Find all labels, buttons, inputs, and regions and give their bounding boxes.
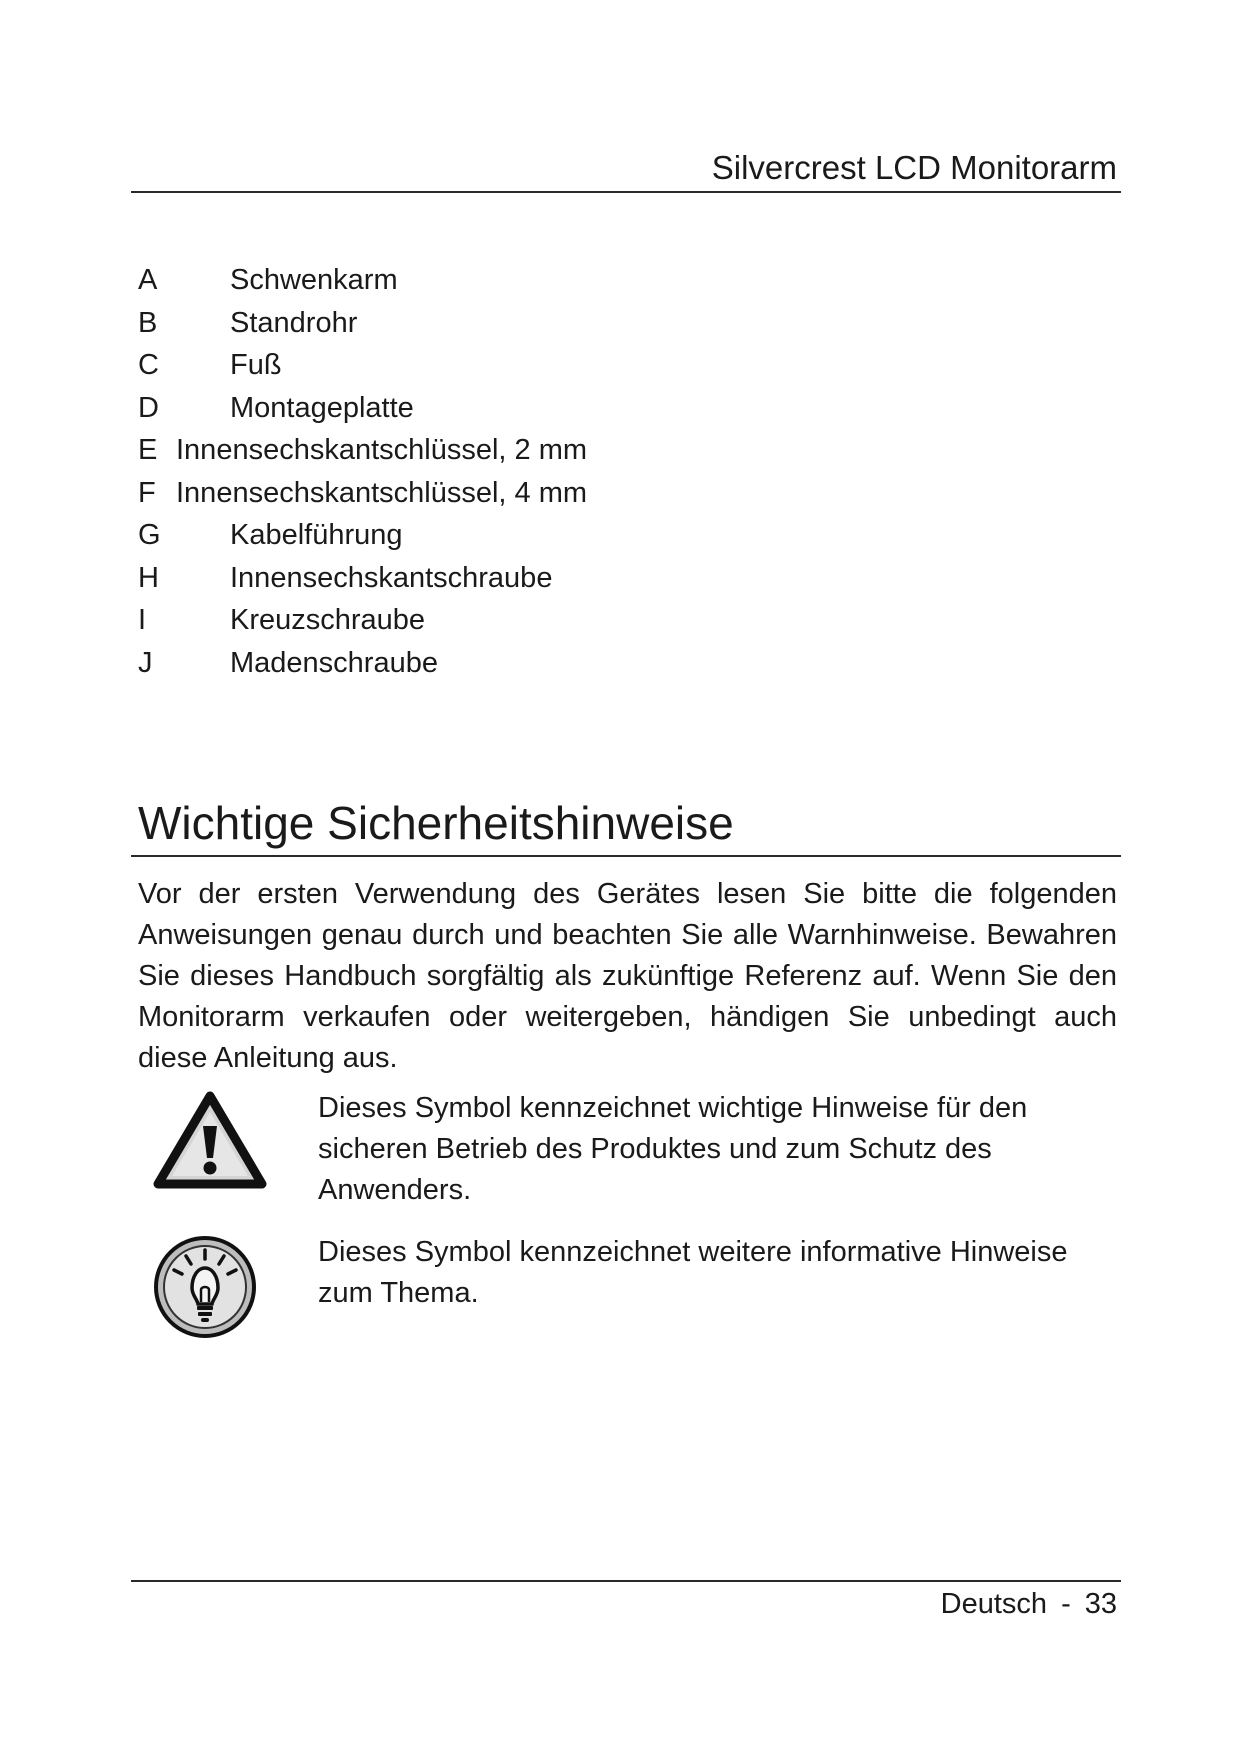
page-footer [941,1584,1117,1624]
part-letter: E [138,434,158,466]
part-row-e [138,430,838,473]
part-row-b [138,303,838,346]
part-letter: H [138,561,159,594]
header-divider [131,191,1121,193]
part-label: Innensechskantschraube [230,561,553,594]
part-label: Montageplatte [230,391,414,424]
part-label: Kabelführung [230,519,403,551]
part-label: Kreuzschraube [230,604,426,636]
part-label: Schwenkarm [230,264,398,296]
part-letter: G [138,519,161,551]
part-letter: B [138,306,158,339]
part-row-i [138,600,838,643]
lightbulb-icon [150,1232,260,1347]
warning-triangle-icon [150,1088,270,1197]
part-row-j [138,643,838,686]
part-row-a [138,260,838,303]
part-label: Madenschraube [230,646,438,679]
part-row-h [138,558,838,601]
part-letter: C [138,349,159,381]
part-letter: J [138,646,153,679]
page-number: 33 [1084,1588,1117,1620]
part-letter: A [138,264,158,296]
part-label: Fuß [230,349,282,381]
parts-list [138,260,838,685]
footer-divider [131,1580,1121,1582]
part-letter: F [138,476,156,509]
part-label: Innensechskantschlüssel, 2 mm [176,434,588,466]
part-row-f [138,473,838,516]
running-header-title: Silvercrest LCD Monitorarm [711,149,1117,186]
part-letter: D [138,391,159,424]
warning-note-text: Dieses Symbol kennzeichnet wichtige Hinweise für den sicheren Betrieb des Produktes und zum Schutz des Anwenders. [318,1092,1028,1206]
footer-separator: - [1061,1588,1071,1620]
part-row-d [138,388,838,431]
part-letter: I [138,604,147,636]
part-label: Innensechskantschlüssel, 4 mm [176,476,588,509]
section-divider [131,855,1121,857]
section-heading: Wichtige Sicherheitshinweise [138,797,734,849]
footer-language: Deutsch [940,1588,1048,1620]
part-row-g [138,515,838,558]
part-row-c [138,345,838,388]
part-label: Standrohr [230,306,358,339]
info-note-text: Dieses Symbol kennzeichnet weitere informative Hinweise zum Thema. [318,1236,1068,1309]
intro-paragraph: Vor der ersten Verwendung des Gerätes lesen Sie bitte die folgenden Anweisungen genau durch und beachten Sie alle Warnhinweise. Bewahren Sie dieses Handbuch sorgfältig als zukünftige Referenz auf. Wenn Sie den Monitorarm verkaufen oder weitergeben, händigen Sie unbedingt auch diese Anleitung aus. [138,878,1117,1074]
